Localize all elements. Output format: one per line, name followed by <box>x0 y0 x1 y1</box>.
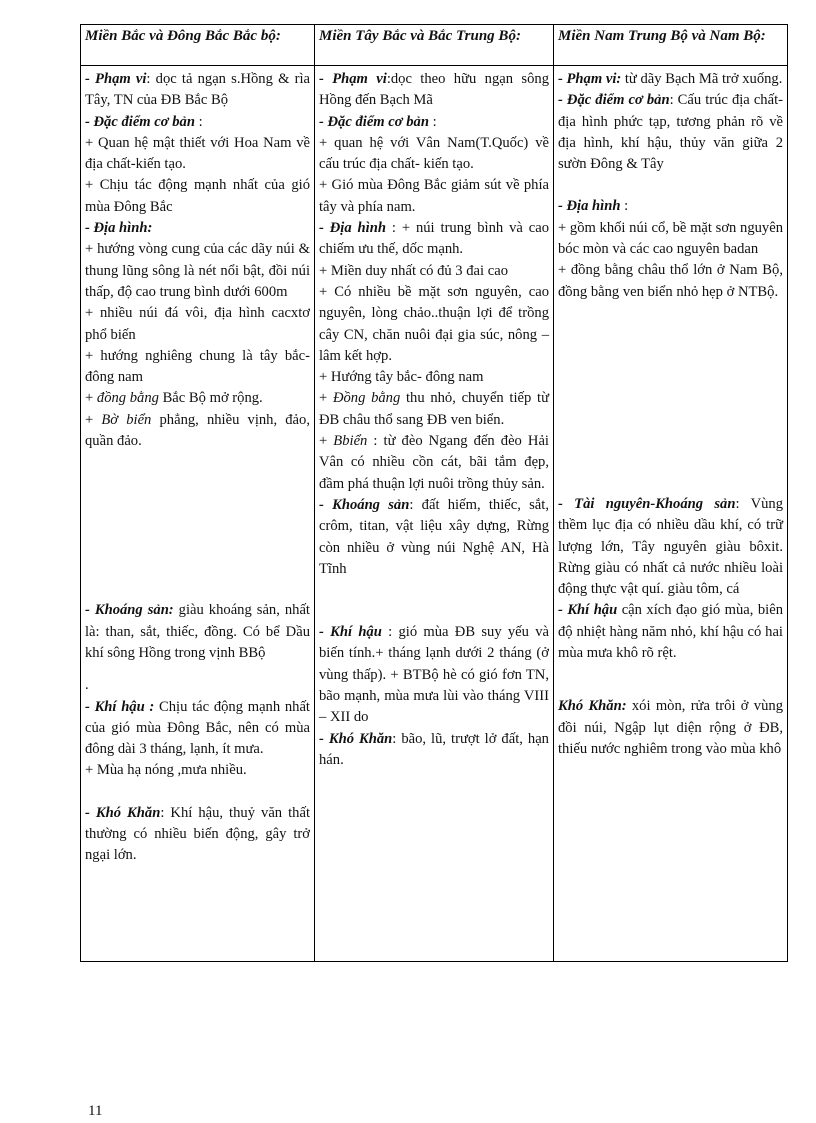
difficulties-paragraph <box>558 696 783 760</box>
terrain-colon: : <box>620 198 629 215</box>
coast-text: : từ đèo Ngang đến đèo Hải Vân có nhiều cồn cát, bãi tắm đẹp, đầm phá thuận lợi nuôi trồng thủy sản. <box>319 433 549 492</box>
minerals-paragraph <box>319 495 549 580</box>
scope-paragraph <box>319 69 549 112</box>
plain-text: thu nhỏ, chuyển tiếp từ ĐB châu thổ sang ĐB ven biển. <box>319 390 549 428</box>
page-number: 11 <box>88 1103 103 1119</box>
difficulties-paragraph <box>319 729 549 772</box>
resources-label: - Tài nguyên-Khoáng sản <box>558 495 736 512</box>
climate-label: - Khí hậu : <box>85 698 155 715</box>
minerals-text: : đất hiếm, thiếc, sắt, crôm, titan, vật liệu xây dựng, Rừng còn nhiều ở vùng núi Nghệ AN, Hà Tĩnh <box>319 496 549 577</box>
scope-paragraph <box>558 69 783 90</box>
resources-text: : Vùng thềm lục địa có nhiều dầu khí, có trữ lượng lớn, Tây nguyên giàu bôxit. Rừng giàu có nhất cả nước nhiều loài động thực vật quí. giàu tôm, cá <box>558 495 783 598</box>
plain-label: đồng bằng <box>96 390 159 407</box>
climate-paragraph <box>319 622 549 728</box>
terrain-item: + hướng vòng cung của các dãy núi & thung lũng sông là nét nổi bật, đồi núi thấp, độ cao trung bình dưới 600m <box>85 241 310 300</box>
coast-label: Bbiển <box>333 433 368 450</box>
plain-prefix: + <box>85 390 97 407</box>
climate-paragraph <box>85 697 310 761</box>
minerals-paragraph <box>85 600 310 664</box>
climate-paragraph <box>558 600 783 664</box>
difficulties-text: xói mòn, rửa trôi ở vùng đồi núi, Ngập lụt diện rộng ở ĐB, thiếu nước nghiêm trong vào mùa khô <box>558 698 783 757</box>
plain-label: Đồng bằng <box>332 390 401 407</box>
feature-item: + Quan hệ mật thiết với Hoa Nam về địa chất-kiến tạo. <box>85 134 310 173</box>
separator-dot: . <box>85 677 89 694</box>
coast-prefix: + <box>85 411 102 428</box>
column-north-northeast <box>81 66 314 867</box>
scope-text: từ dãy Bạch Mã trở xuống. <box>621 71 783 87</box>
terrain-item: + hướng nghiêng chung là tây bắc-đông nam <box>85 347 310 386</box>
feature-item: + Chịu tác động mạnh nhất của gió mùa Đông Bắc <box>85 177 310 215</box>
climate-label: - Khí hậu <box>558 602 618 619</box>
minerals-text: giàu khoáng sản, nhất là: than, sắt, thiếc, đồng. Có bể Dầu khí sông Hồng trong vịnh BBộ <box>85 602 310 661</box>
terrain-item: + Hướng tây bắc- đông nam <box>319 369 484 386</box>
climate-text: : gió mùa ĐB suy yếu và biến tính.+ tháng lạnh dưới 2 tháng (ở vùng thấp). + BTBộ hè có gió fơn TN, bão mạnh, mùa mưa lùi vào tháng VIII – XII do <box>319 624 550 726</box>
features-label: - Đặc điểm cơ bản <box>319 113 429 130</box>
features-label: - Đặc điểm cơ bản <box>558 92 670 109</box>
features-heading <box>319 112 549 133</box>
plain-text: Bắc Bộ mở rộng. <box>158 390 263 407</box>
features-paragraph <box>558 90 783 175</box>
column-south-central-south <box>554 66 787 760</box>
plain-item <box>319 388 549 431</box>
header-north-northeast: Miền Bắc và Đông Bắc Bắc bộ: <box>85 28 281 44</box>
minerals-label: - Khoáng sản <box>319 496 410 513</box>
terrain-heading <box>558 196 783 217</box>
feature-item: + Gió mùa Đông Bắc giảm sút về phía tây và phía nam. <box>319 177 549 215</box>
terrain-item: + nhiều núi đá vôi, địa hình cacxtơ phổ biến <box>85 305 310 343</box>
terrain-item: + Miền duy nhất có đủ 3 đai cao <box>319 262 508 279</box>
terrain-label: - Địa hình: <box>85 220 153 237</box>
features-text: : Cấu trúc địa chất-địa hình phức tạp, tương phản rõ về địa hình, khí hậu, thủy văn giữa 2 sườn Đông & Tây <box>558 92 783 173</box>
difficulties-label: - Khó Khăn <box>85 804 161 821</box>
difficulties-text: : Khí hậu, thuỷ văn thất thường có nhiều biến động, gây trở ngại lớn. <box>85 804 310 864</box>
scope-label: - Phạm vi: <box>558 71 622 87</box>
features-label: - Đặc điểm cơ bản <box>85 113 195 130</box>
climate-text: Chịu tác động mạnh nhất của gió mùa Đông Bắc, nên có mùa đông dài 3 tháng, lạnh, ít mưa. <box>85 698 310 758</box>
plain-prefix: + <box>319 390 333 407</box>
scope-text: : dọc tả ngạn s.Hồng & rìa Tây, TN của ĐB Bắc Bộ <box>85 71 310 109</box>
scope-label: - Phạm vi <box>319 71 387 87</box>
plain-item <box>85 388 310 409</box>
climate-item: + Mùa hạ nóng ,mưa nhiều. <box>85 762 247 779</box>
minerals-label: - Khoáng sản: <box>85 602 174 619</box>
terrain-text: : + núi trung bình và cao chiếm ưu thế, dốc mạnh. <box>319 220 550 258</box>
coast-label: Bờ biển <box>101 411 152 428</box>
scope-label: - Phạm vi <box>85 71 147 87</box>
terrain-label: - Địa hình <box>558 198 621 215</box>
difficulties-text: : bão, lũ, trượt lở đất, hạn hán. <box>319 730 549 768</box>
features-colon: : <box>428 113 437 130</box>
difficulties-label: - Khó Khăn <box>319 730 393 747</box>
climate-label: - Khí hậu <box>319 624 382 641</box>
terrain-paragraph <box>319 218 549 261</box>
difficulties-label: Khó Khăn: <box>558 698 627 715</box>
coast-text: phẳng, nhiều vịnh, đảo, quần đảo. <box>85 411 310 450</box>
scope-text: :dọc theo hữu ngạn sông Hồng đến Bạch Mã <box>319 71 549 109</box>
coast-item <box>85 410 310 453</box>
column-northwest-north-central <box>315 66 553 771</box>
difficulties-paragraph <box>85 803 310 867</box>
comparison-table <box>80 24 788 962</box>
scope-paragraph <box>85 69 310 112</box>
header-northwest-north-central: Miền Tây Bắc và Bắc Trung Bộ: <box>319 28 521 44</box>
resources-paragraph <box>558 494 783 600</box>
coast-prefix: + <box>319 433 334 450</box>
terrain-label: - Địa hình <box>319 220 386 237</box>
features-heading <box>85 112 310 133</box>
features-colon: : <box>194 113 203 130</box>
terrain-item: + Có nhiều bề mặt sơn nguyên, cao nguyên, lòng chảo..thuận lợi để trồng cây CN, chăn nuôi đại gia súc, nông –lâm kết hợp. <box>319 283 549 364</box>
coast-item <box>319 431 549 495</box>
terrain-item: + gồm khối núi cổ, bề mặt sơn nguyên bóc mòn và các cao nguyên badan <box>558 219 783 258</box>
header-south-central-south: Miền Nam Trung Bộ và Nam Bộ: <box>558 28 766 44</box>
terrain-item: + đồng bằng châu thổ lớn ở Nam Bộ, đồng bằng ven biển nhỏ hẹp ở NTBộ. <box>558 262 783 300</box>
climate-text: cận xích đạo gió mùa, biên độ nhiệt hàng năm nhỏ, khí hậu có hai mùa mưa khô rõ rệt. <box>558 602 784 662</box>
feature-item: + quan hệ với Vân Nam(T.Quốc) về cấu trúc địa chất- kiến tạo. <box>319 134 549 173</box>
